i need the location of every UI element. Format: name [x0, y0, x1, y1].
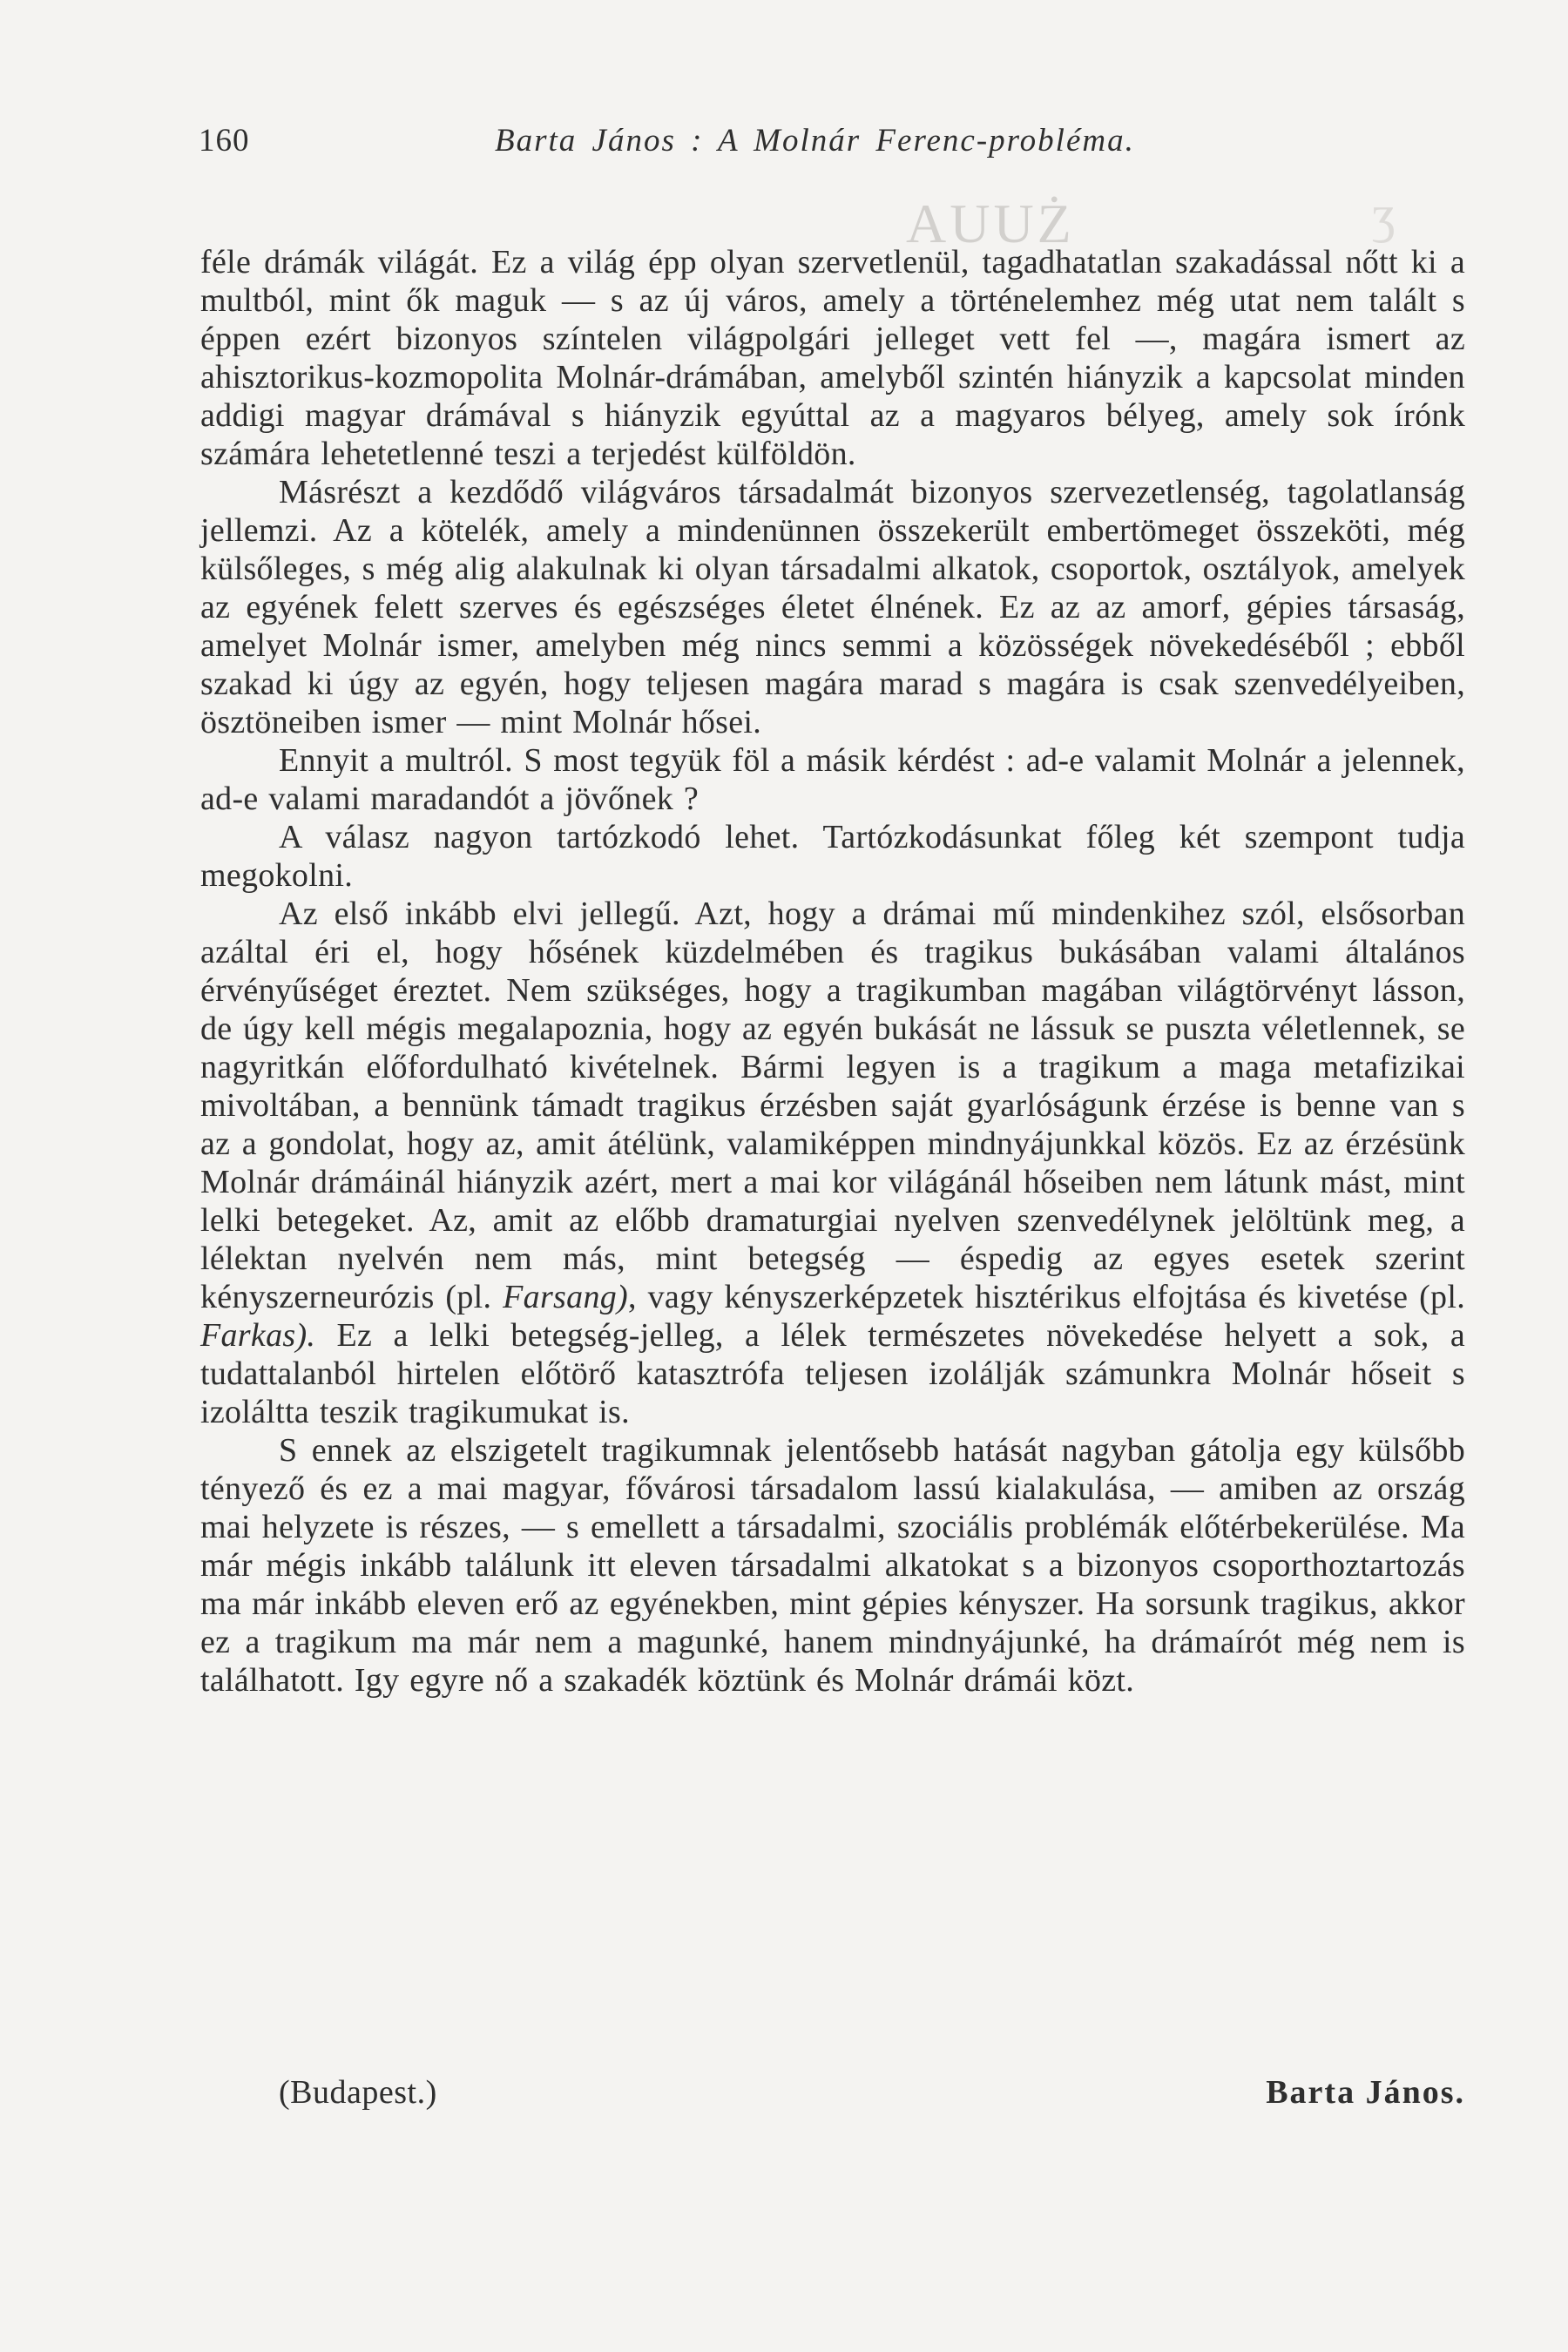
paragraph-4: A válasz nagyon tartózkodó lehet. Tartózkodásunkat főleg két szempont tudja megokolni. — [200, 819, 1465, 894]
paragraph-5-part-b: , vagy kényszerképzetek hisztérikus elfojtása és kivetése (pl. — [628, 1279, 1465, 1315]
paragraph-3: Ennyit a multról. S most tegyük föl a másik kérdést : ad-e valamit Molnár a jelennek, ad-e valami maradandót a jövőnek ? — [200, 742, 1465, 817]
paragraph-5 — [200, 895, 1465, 1431]
running-title: Barta János : A Molnár Ferenc-probléma. — [495, 123, 1135, 159]
page-number: 160 — [199, 123, 250, 159]
play-title-farsang: Farsang) — [503, 1279, 628, 1315]
running-head — [199, 120, 1470, 162]
paragraph-1: féle drámák világát. Ez a világ épp olyan szervetlenül, tagadhatatlan szakadással nőtt ki a multból, mint ők maguk — s az új város, amely a történelemhez még utat nem talált s éppen ezért bizonyos színtelen világpolgári jelleget vett fel —, magára ismert az ahisztorikus-kozmopolita Molnár-drámában, amelyből szintén hiányzik a kapcsolat minden addigi magyar drámával s hiányzik egyúttal az a magyaros bélyeg, amely sok írónk számára lehetetlenné teszi a terjedést külföldön. — [200, 244, 1465, 472]
signature-line — [200, 2072, 1465, 2113]
body-text — [200, 243, 1465, 1700]
bleed-through-text: AUUŻ — [906, 193, 1075, 254]
paragraph-2: Másrészt a kezdődő világváros társadalmát bizonyos szervezetlenség, tagolatlanság jellemzi. Az a kötelék, amely a mindenünnen összekerült embertömeget összeköti, még külsőleges, s még alig alakulnak ki olyan társadalmi alkatok, csoportok, osztályok, amelyek az egyének felett szerves és egészséges életet élnének. Ez az az amorf, gépies társaság, amelyet Molnár ismer, amelyben még nincs semmi a közösségek növekedéséből ; ebből szakad ki úgy az egyén, hogy teljesen magára marad s magára is csak szenvedélyeiben, ösztöneiben ismer — mint Molnár hősei. — [200, 474, 1465, 740]
paragraph-5-part-a: Az első inkább elvi jellegű. Azt, hogy a drámai mű mindenkihez szól, elsősorban azáltal éri el, hogy hősének küzdelmében és tragikus bukásában valami általános érvényűséget éreztet. Nem szükséges, hogy a tragikumban magában világtörvényt lásson, de úgy kell mégis megalapoznia, hogy az egyén bukását ne lássuk se puszta véletlennek, se nagyritkán előfordulható kivételnek. Bármi legyen is a tragikum a maga metafizikai mivoltában, a bennünk támadt tragikus érzésben saját gyarlóságunk érzése is benne van s az a gondolat, hogy az, amit átélünk, valamiképpen mindnyájunkkal közös. Ez az érzésünk Molnár drámáinál hiányzik azért, mert a mai kor világánál hőseiben nem látunk mást, mint lelki betegeket. Az, amit az előbb dramaturgiai nyelven szenvedélynek jelöltünk meg, a lélektan nyelvén nem más, mint betegség — éspedig az egyes esetek szerint kényszerneurózis (pl. — [200, 896, 1465, 1315]
author-signature: Barta János. — [1266, 2074, 1465, 2111]
paragraph-6: S ennek az elszigetelt tragikumnak jelentősebb hatását nagyban gátolja egy külsőbb tényező és ez a mai magyar, fővárosi társadalom lassú kialakulása, — amiben az ország mai helyzete is részes, — s emellett a társadalmi, szociális problémák előtérbekerülése. Ma már mégis inkább találunk itt eleven társadalmi alkatokat s a bizonyos csoporthoztartozás ma már inkább eleven erő az egyénekben, mint gépies kényszer. Ha sorsunk tragikus, akkor ez a tragikum ma már nem a magunké, hanem mindnyájunké, ha drámaírót még nem is találhatott. Igy egyre nő a szakadék köztünk és Molnár drámái közt. — [200, 1432, 1465, 1699]
play-title-farkas: Farkas). — [200, 1317, 316, 1354]
place-of-writing: (Budapest.) — [279, 2074, 437, 2111]
paragraph-5-part-c: Ez a lelki betegség-jelleg, a lélek természetes növekedése helyett a sok, a tudattalanból hirtelen előtörő katasztrófa teljesen izolálják számunkra Molnár hőseit s izoláltta teszik tragikumukat is. — [200, 1317, 1465, 1430]
bleed-through-mark: ʒ — [1372, 186, 1396, 243]
